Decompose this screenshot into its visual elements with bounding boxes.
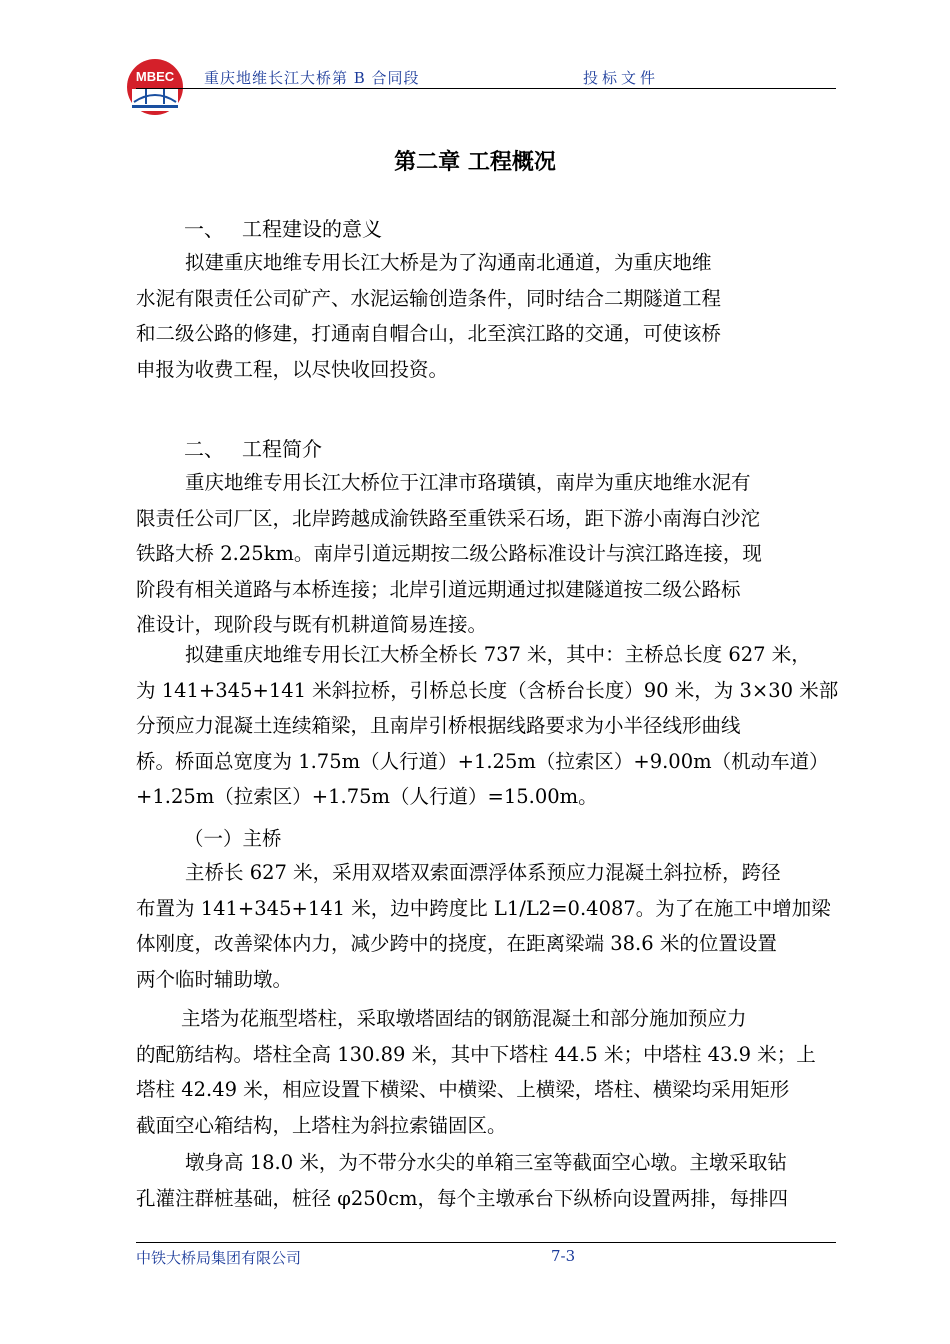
paragraph-main-bridge [136, 855, 836, 997]
text-line: 塔柱 42.49 米，相应设置下横梁、中横梁、上横梁，塔柱、横梁均采用矩形 [136, 1078, 790, 1101]
paragraph-main-tower [136, 1001, 836, 1143]
header-document-type: 投标文件 [583, 69, 660, 87]
section-title: 工程建设的意义 [242, 217, 382, 241]
text-line: 申报为收费工程，以尽快收回投资。 [136, 357, 449, 381]
text-line: 主塔为花瓶型塔柱，采取墩塔固结的钢筋混凝土和部分施加预应力 [181, 1007, 747, 1030]
text-line: 分预应力混凝土连续箱梁，且南岸引桥根据线路要求为小半径线形曲线 [136, 714, 741, 737]
paragraph-significance [136, 245, 836, 387]
text-line: 重庆地维专用长江大桥位于江津市珞璜镇，南岸为重庆地维水泥有 [185, 471, 751, 494]
text-line: 和二级公路的修建，打通南自帽合山，北至滨江路的交通，可使该桥 [136, 322, 722, 345]
section-heading-significance [184, 213, 382, 242]
page-number: 7-3 [551, 1247, 576, 1265]
text-line: 准设计，现阶段与既有机耕道简易连接。 [136, 613, 488, 636]
footer-company: 中铁大桥局集团有限公司 [136, 1249, 302, 1267]
logo-text: MBEC [135, 69, 175, 84]
company-logo [126, 58, 184, 116]
text-line: 拟建重庆地维专用长江大桥全桥长 737 米，其中：主桥总长度 627 米， [185, 643, 811, 666]
text-line: 主桥长 627 米，采用双塔双索面漂浮体系预应力混凝土斜拉桥，跨径 [185, 861, 781, 884]
paragraph-dimensions [136, 637, 839, 815]
text-line: 拟建重庆地维专用长江大桥是为了沟通南北通道，为重庆地维 [185, 251, 712, 274]
text-line: 的配筋结构。塔柱全高 130.89 米，其中下塔柱 44.5 米；中塔柱 43.9 米；上 [136, 1042, 816, 1066]
text-line: 墩身高 18.0 米，为不带分水尖的单箱三室等截面空心墩。主墩采取钻 [185, 1151, 787, 1174]
subheading-main-bridge: （一）主桥 [184, 827, 282, 850]
footer-divider [136, 1242, 836, 1243]
section-number: 一、 [184, 217, 224, 241]
text-line: +1.25m（拉索区）+1.75m（人行道）=15.00m。 [136, 785, 598, 808]
paragraph-pier [136, 1145, 836, 1216]
text-line: 阶段有相关道路与本桥连接；北岸引道远期通过拟建隧道按二级公路标 [136, 577, 741, 601]
text-line: 布置为 141+345+141 米，边中跨度比 L1/L2=0.4087。为了在施工中增加梁 [136, 896, 831, 920]
paragraph-location [136, 465, 836, 643]
text-line: 为 141+345+141 米斜拉桥，引桥总长度（含桥台长度）90 米，为 3×30 米部 [136, 678, 839, 702]
chapter-title: 第二章 工程概况 [394, 150, 556, 175]
section-title: 工程简介 [242, 437, 322, 461]
header-project-title: 重庆地维长江大桥第 B 合同段 [204, 69, 420, 87]
text-line: 水泥有限责任公司矿产、水泥运输创造条件，同时结合二期隧道工程 [136, 286, 722, 310]
text-line: 体刚度，改善梁体内力，减少跨中的挠度，在距离梁端 38.6 米的位置设置 [136, 932, 777, 955]
text-line: 桥。桥面总宽度为 1.75m（人行道）+1.25m（拉索区）+9.00m（机动车道） [136, 749, 829, 773]
text-line: 孔灌注群桩基础，桩径 φ250cm，每个主墩承台下纵桥向设置两排，每排四 [136, 1186, 788, 1210]
section-heading-overview [184, 433, 322, 462]
header-divider [136, 88, 836, 89]
text-line: 限责任公司厂区，北岸跨越成渝铁路至重铁采石场，距下游小南海白沙沱 [136, 506, 761, 530]
text-line: 两个临时辅助墩。 [136, 967, 293, 991]
text-line: 铁路大桥 2.25km。南岸引道远期按二级公路标准设计与滨江路连接，现 [136, 542, 762, 565]
section-number: 二、 [184, 437, 224, 461]
text-line: 截面空心箱结构，上塔柱为斜拉索锚固区。 [136, 1113, 507, 1137]
